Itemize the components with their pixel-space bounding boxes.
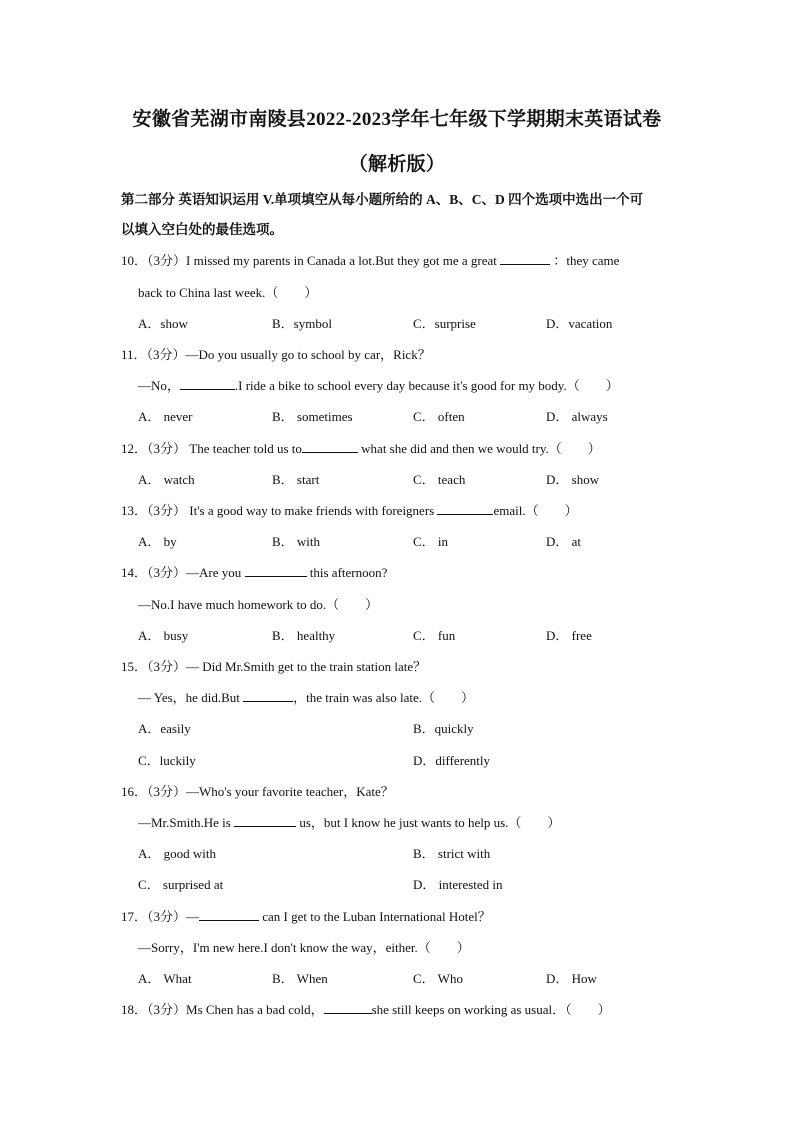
question-14-option-a: A． busy [138,628,189,643]
question-17-stem: 17．（3分）— can I get to the Luban International Hotel？ [121,909,491,924]
answer-blank [437,503,493,515]
question-12-option-d: D． show [546,472,600,487]
question-13-option-c: C． in [413,534,449,549]
question-17-option-c: C． Who [413,971,463,986]
question-number: 18．（3分） [121,1002,187,1017]
question-10-stem: 10．（3分）I missed my parents in Canada a lot.But they got me a great ：they came [121,253,620,268]
answer-blank [180,378,235,390]
answer-blank [302,441,358,453]
question-15-option-b: B．quickly [413,721,474,736]
question-number: 12．（3分） [121,441,187,456]
question-10-option-b: B．symbol [272,316,332,331]
question-13-option-b: B． with [272,534,321,549]
question-17-option-b: B． When [272,971,328,986]
question-11-option-d: D． always [546,409,608,424]
question-15-stem: 15．（3分）— Did Mr.Smith get to the train station late？ [121,659,427,674]
question-16-option-b: B． strict with [413,846,491,861]
question-11-stem-line-2: —No， .I ride a bike to school every day because it's good for my body.（ ） [138,378,619,393]
question-number: 14．（3分） [121,565,187,580]
question-number: 11．（3分） [121,347,186,362]
question-16-stem-line-2: —Mr.Smith.He is us，but I know he just wants to help us.（ ） [138,815,561,830]
question-12-option-c: C． teach [413,472,466,487]
question-number: 13．（3分） [121,503,187,518]
question-15-option-c: C．luckily [138,753,196,768]
exam-title-subtitle: （解析版） [348,154,446,175]
question-10-stem-line-2: back to China last week.（ ） [138,285,318,300]
section-instructions-line-1: 第二部分 英语知识运用 V.单项填空从每小题所给的 A、B、C、D 四个选项中选出一个可 [121,192,644,207]
question-11-option-a: A． never [138,409,193,424]
question-12-option-b: B． start [272,472,320,487]
question-10-option-a: A．show [138,316,188,331]
question-10-option-d: D．vacation [546,316,613,331]
question-12-option-a: A． watch [138,472,195,487]
question-14-option-b: B． healthy [272,628,336,643]
answer-blank [243,690,293,702]
question-18-stem: 18．（3分）Ms Chen has a bad cold， she still keeps on working as usual．（ ） [121,1002,611,1017]
answer-blank [199,909,259,921]
question-number: 17．（3分） [121,909,187,924]
question-14-option-c: C． fun [413,628,456,643]
question-15-option-a: A．easily [138,721,191,736]
question-17-option-d: D． How [546,971,597,986]
question-16-option-c: C． surprised at [138,877,224,892]
question-13-option-a: A． by [138,534,177,549]
question-12-stem: 12．（3分） The teacher told us to what she did and then we would try.（ ） [121,441,601,456]
question-17-stem-line-2: —Sorry，I'm new here.I don't know the way，either.（ ） [138,940,470,955]
section-instructions-line-2: 以填入空白处的最佳选项。 [121,222,283,237]
answer-blank [324,1002,372,1014]
exam-title: 安徽省芜湖市南陵县2022-2023学年七年级下学期期末英语试卷 [132,109,662,130]
question-10-option-c: C．surprise [413,316,476,331]
question-15-option-d: D．differently [413,753,491,768]
question-14-stem-line-2: —No.I have much homework to do.（ ） [138,597,379,612]
question-11-option-c: C． often [413,409,465,424]
question-number: 15．（3分） [121,659,187,674]
question-14-option-d: D． free [546,628,592,643]
question-number: 10．（3分） [121,253,187,268]
question-16-stem: 16．（3分）—Who's your favorite teacher，Kate？ [121,784,394,799]
answer-blank [234,815,296,827]
question-11-option-b: B． sometimes [272,409,353,424]
question-number: 16．（3分） [121,784,187,799]
question-16-option-d: D． interested in [413,877,503,892]
question-13-option-d: D． at [546,534,582,549]
question-14-stem: 14．（3分）—Are you this afternoon? [121,565,388,580]
question-11-stem: 11．（3分）—Do you usually go to school by car，Rick？ [121,347,431,362]
question-15-stem-line-2: — Yes，he did.But ，the train was also late.（ ） [138,690,474,705]
question-17-option-a: A． What [138,971,192,986]
answer-blank [245,565,307,577]
answer-blank [500,253,550,265]
question-13-stem: 13．（3分） It's a good way to make friends with foreigners email.（ ） [121,503,578,518]
question-16-option-a: A． good with [138,846,217,861]
